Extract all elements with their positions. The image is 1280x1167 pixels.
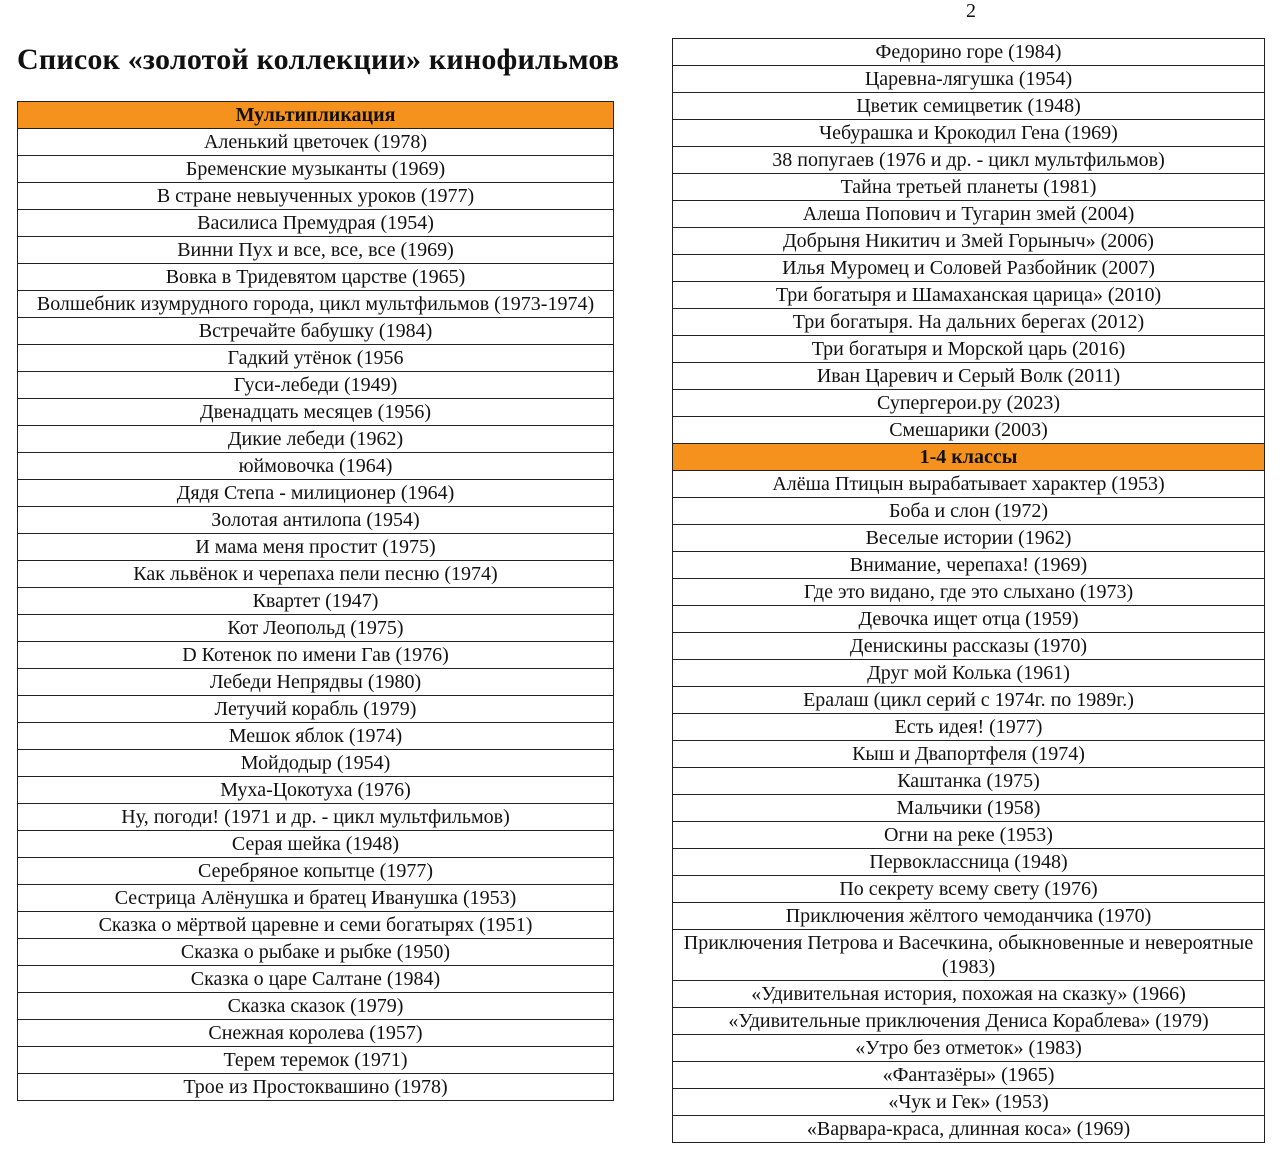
right-table-body [673,39,1265,1143]
film-title: Алёша Птицын вырабатывает характер (1953) [673,471,1265,498]
table-row [18,588,614,615]
table-row [673,552,1265,579]
film-title: Царевна-лягушка (1954) [673,66,1265,93]
table-row [18,804,614,831]
film-title: Бременские музыканты (1969) [18,156,614,183]
table-row [673,282,1265,309]
table-row [673,336,1265,363]
table-row [673,201,1265,228]
table-row [673,255,1265,282]
table-row [673,795,1265,822]
table-row [18,1047,614,1074]
film-title: Двенадцать месяцев (1956) [18,399,614,426]
film-title: Девочка ищет отца (1959) [673,606,1265,633]
table-row [18,858,614,885]
film-title: Илья Муромец и Соловей Разбойник (2007) [673,255,1265,282]
film-title: Сказка о мёртвой царевне и семи богатырях (1951) [18,912,614,939]
film-title: Золотая антилопа (1954) [18,507,614,534]
table-row [18,183,614,210]
film-title: Встречайте бабушку (1984) [18,318,614,345]
table-row [18,642,614,669]
film-title: Три богатыря и Морской царь (2016) [673,336,1265,363]
table-row [673,768,1265,795]
table-row [18,993,614,1020]
table-row [18,426,614,453]
table-row [673,525,1265,552]
table-row [673,417,1265,444]
film-title: Серая шейка (1948) [18,831,614,858]
film-title: Кыш и Двапортфеля (1974) [673,741,1265,768]
film-title: Снежная королева (1957) [18,1020,614,1047]
film-title: «Удивительные приключения Дениса Кораблева» (1979) [673,1008,1265,1035]
film-title: Тайна третьей планеты (1981) [673,174,1265,201]
film-title: Каштанка (1975) [673,768,1265,795]
film-title: Первоклассница (1948) [673,849,1265,876]
table-row [673,876,1265,903]
film-title: Муха-Цокотуха (1976) [18,777,614,804]
table-row [673,579,1265,606]
table-row [673,147,1265,174]
film-title: Иван Царевич и Серый Волк (2011) [673,363,1265,390]
table-row [18,507,614,534]
table-row [18,1074,614,1101]
section-header-row [673,444,1265,471]
film-title: Аленький цветочек (1978) [18,129,614,156]
table-row [18,912,614,939]
film-title: Приключения жёлтого чемоданчика (1970) [673,903,1265,930]
film-title: Чебурашка и Крокодил Гена (1969) [673,120,1265,147]
table-row [18,237,614,264]
table-row [673,174,1265,201]
table-row [673,66,1265,93]
table-row [673,363,1265,390]
table-row [18,723,614,750]
table-row [18,264,614,291]
table-row [673,849,1265,876]
film-title: Мешок яблок (1974) [18,723,614,750]
table-row [673,498,1265,525]
table-row [18,831,614,858]
table-row [673,714,1265,741]
film-title: По секрету всему свету (1976) [673,876,1265,903]
table-row [18,696,614,723]
table-row [673,1035,1265,1062]
film-title: Кот Леопольд (1975) [18,615,614,642]
film-title: Огни на реке (1953) [673,822,1265,849]
table-row [18,885,614,912]
film-title: Алеша Попович и Тугарин змей (2004) [673,201,1265,228]
film-title: Приключения Петрова и Васечкина, обыкновенные и невероятные (1983) [673,930,1265,981]
table-row [673,39,1265,66]
film-title: Цветик семицветик (1948) [673,93,1265,120]
table-row [18,345,614,372]
section-header: Мультипликация [18,102,614,129]
films-continued-table [672,38,1265,1143]
film-title: Федорино горе (1984) [673,39,1265,66]
film-title: «Утро без отметок» (1983) [673,1035,1265,1062]
film-title: Мойдодыр (1954) [18,750,614,777]
film-title: Добрыня Никитич и Змей Горыныч» (2006) [673,228,1265,255]
film-title: юймовочка (1964) [18,453,614,480]
table-row [18,453,614,480]
film-title: Денискины рассказы (1970) [673,633,1265,660]
film-title: Трое из Простоквашино (1978) [18,1074,614,1101]
film-title: Гуси-лебеди (1949) [18,372,614,399]
film-title: Супергерои.ру (2023) [673,390,1265,417]
table-row [18,480,614,507]
film-title: Сказка о царе Салтане (1984) [18,966,614,993]
film-title: Три богатыря и Шамаханская царица» (2010) [673,282,1265,309]
table-row [673,660,1265,687]
table-row [18,156,614,183]
table-row [18,318,614,345]
page-number: 2 [966,0,976,22]
table-row [673,1116,1265,1143]
film-title: Дикие лебеди (1962) [18,426,614,453]
film-title: В стране невыученных уроков (1977) [18,183,614,210]
film-title: D Котенок по имени Гав (1976) [18,642,614,669]
table-row [673,687,1265,714]
table-row [673,309,1265,336]
film-title: Как львёнок и черепаха пели песню (1974) [18,561,614,588]
film-title: Сказка сказок (1979) [18,993,614,1020]
film-title: Квартет (1947) [18,588,614,615]
film-title: Мальчики (1958) [673,795,1265,822]
table-row [673,903,1265,930]
page-title: Список «золотой коллекции» кинофильмов [17,43,620,76]
table-row [673,741,1265,768]
film-title: Вовка в Тридевятом царстве (1965) [18,264,614,291]
table-row [18,750,614,777]
film-title: Друг мой Колька (1961) [673,660,1265,687]
table-row [673,228,1265,255]
film-title: Лебеди Непрядвы (1980) [18,669,614,696]
film-title: Дядя Степа - милиционер (1964) [18,480,614,507]
table-row [673,1008,1265,1035]
section-header: 1-4 классы [673,444,1265,471]
film-title: Где это видано, где это слыхано (1973) [673,579,1265,606]
table-row [673,1062,1265,1089]
film-title: «Варвара-краса, длинная коса» (1969) [673,1116,1265,1143]
film-title: «Фантазёры» (1965) [673,1062,1265,1089]
table-row [18,129,614,156]
table-row [18,1020,614,1047]
table-row [18,372,614,399]
film-title: Серебряное копытце (1977) [18,858,614,885]
film-title: И мама меня простит (1975) [18,534,614,561]
table-row [673,93,1265,120]
film-title: Внимание, черепаха! (1969) [673,552,1265,579]
film-title: «Удивительная история, похожая на сказку» (1966) [673,981,1265,1008]
table-row [18,210,614,237]
table-row [18,399,614,426]
table-row [18,669,614,696]
animation-films-table [17,101,614,1101]
film-title: Василиса Премудрая (1954) [18,210,614,237]
table-row [673,606,1265,633]
film-title: Винни Пух и все, все, все (1969) [18,237,614,264]
table-row [18,966,614,993]
film-title: Смешарики (2003) [673,417,1265,444]
table-row [673,1089,1265,1116]
film-title: Волшебник изумрудного города, цикл мультфильмов (1973-1974) [18,291,614,318]
film-title: Летучий корабль (1979) [18,696,614,723]
left-table-body [18,102,614,1101]
table-row [18,561,614,588]
table-row [18,615,614,642]
table-row [673,822,1265,849]
film-title: Сестрица Алёнушка и братец Иванушка (1953) [18,885,614,912]
film-title: Сказка о рыбаке и рыбке (1950) [18,939,614,966]
table-row [18,939,614,966]
film-title: Ну, погоди! (1971 и др. - цикл мультфильмов) [18,804,614,831]
film-title: Терем теремок (1971) [18,1047,614,1074]
film-title: Боба и слон (1972) [673,498,1265,525]
film-title: Есть идея! (1977) [673,714,1265,741]
film-title: Гадкий утёнок (1956 [18,345,614,372]
film-title: Веселые истории (1962) [673,525,1265,552]
table-row [673,471,1265,498]
table-row [18,291,614,318]
table-row [673,930,1265,981]
table-row [673,120,1265,147]
table-row [18,534,614,561]
table-row [673,390,1265,417]
film-title: 38 попугаев (1976 и др. - цикл мультфильмов) [673,147,1265,174]
table-row [673,633,1265,660]
film-title: Ералаш (цикл серий с 1974г. по 1989г.) [673,687,1265,714]
section-header-row [18,102,614,129]
table-row [18,777,614,804]
film-title: «Чук и Гек» (1953) [673,1089,1265,1116]
table-row [673,981,1265,1008]
film-title: Три богатыря. На дальних берегах (2012) [673,309,1265,336]
